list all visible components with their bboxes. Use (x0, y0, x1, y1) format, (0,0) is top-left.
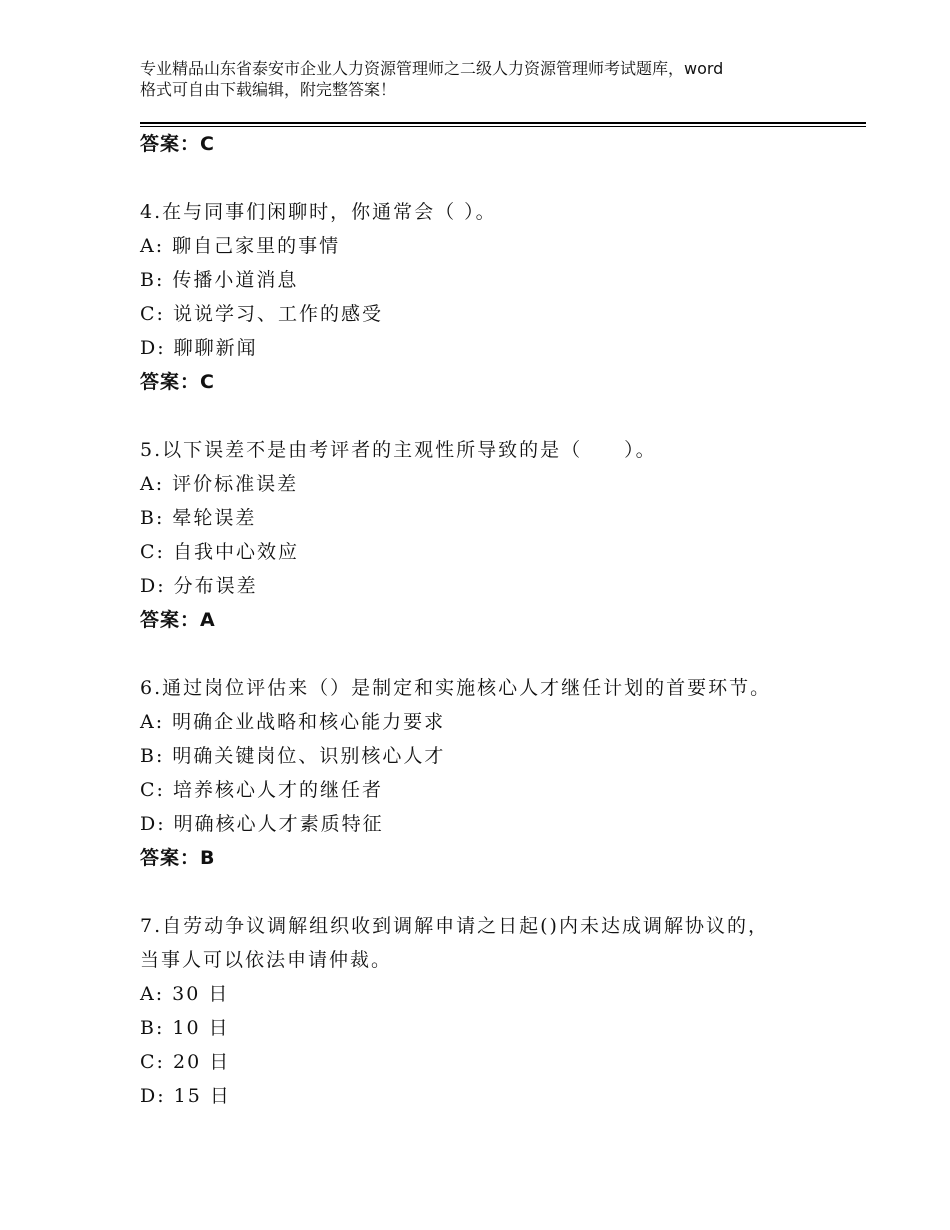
question-text (140, 195, 860, 229)
option-d: D: 分布误差 (140, 575, 258, 597)
question-text-line: 7.自劳动争议调解组织收到调解申请之日起()内未达成调解协议的， (140, 915, 769, 937)
question-text (140, 671, 860, 705)
option-c: C: 培养核心人才的继任者 (140, 779, 383, 801)
question-7 (140, 909, 860, 1113)
question-5 (140, 433, 860, 637)
option-c: C: 自我中心效应 (140, 541, 299, 563)
answer-label: 答案：C (140, 371, 215, 393)
document-header (140, 58, 840, 100)
option-c: C: 20 日 (140, 1051, 231, 1073)
question-text (140, 909, 860, 977)
question-text-line: 5.以下误差不是由考评者的主观性所导致的是（ ）。 (140, 439, 657, 461)
option-a: A: 评价标准误差 (140, 473, 299, 495)
question-text-line: 4.在与同事们闲聊时，你通常会（ ）。 (140, 201, 497, 223)
question-text-line: 当事人可以依法申请仲裁。 (140, 949, 393, 971)
option-c: C: 说说学习、工作的感受 (140, 303, 383, 325)
question-text (140, 433, 860, 467)
option-a: A: 聊自己家里的事情 (140, 235, 341, 257)
header-rule-thick (140, 122, 866, 124)
header-line-1: 专业精品山东省泰安市企业人力资源管理师之二级人力资源管理师考试题库，word (140, 59, 724, 78)
answer-label: 答案：C (140, 133, 215, 155)
option-d: D: 15 日 (140, 1085, 231, 1107)
option-a: A: 明确企业战略和核心能力要求 (140, 711, 446, 733)
option-b: B: 晕轮误差 (140, 507, 257, 529)
question-list (140, 127, 860, 1113)
answer-label: 答案：B (140, 847, 216, 869)
option-b: B: 10 日 (140, 1017, 230, 1039)
question-4 (140, 195, 860, 399)
option-d: D: 聊聊新闻 (140, 337, 258, 359)
answer-label: 答案：A (140, 609, 216, 631)
question-6 (140, 671, 860, 875)
option-b: B: 明确关键岗位、识别核心人才 (140, 745, 446, 767)
option-a: A: 30 日 (140, 983, 230, 1005)
question-text-line: 6.通过岗位评估来（）是制定和实施核心人才继任计划的首要环节。 (140, 677, 772, 699)
option-b: B: 传播小道消息 (140, 269, 299, 291)
header-line-2: 格式可自由下载编辑，附完整答案！ (140, 80, 397, 99)
option-d: D: 明确核心人才素质特征 (140, 813, 384, 835)
